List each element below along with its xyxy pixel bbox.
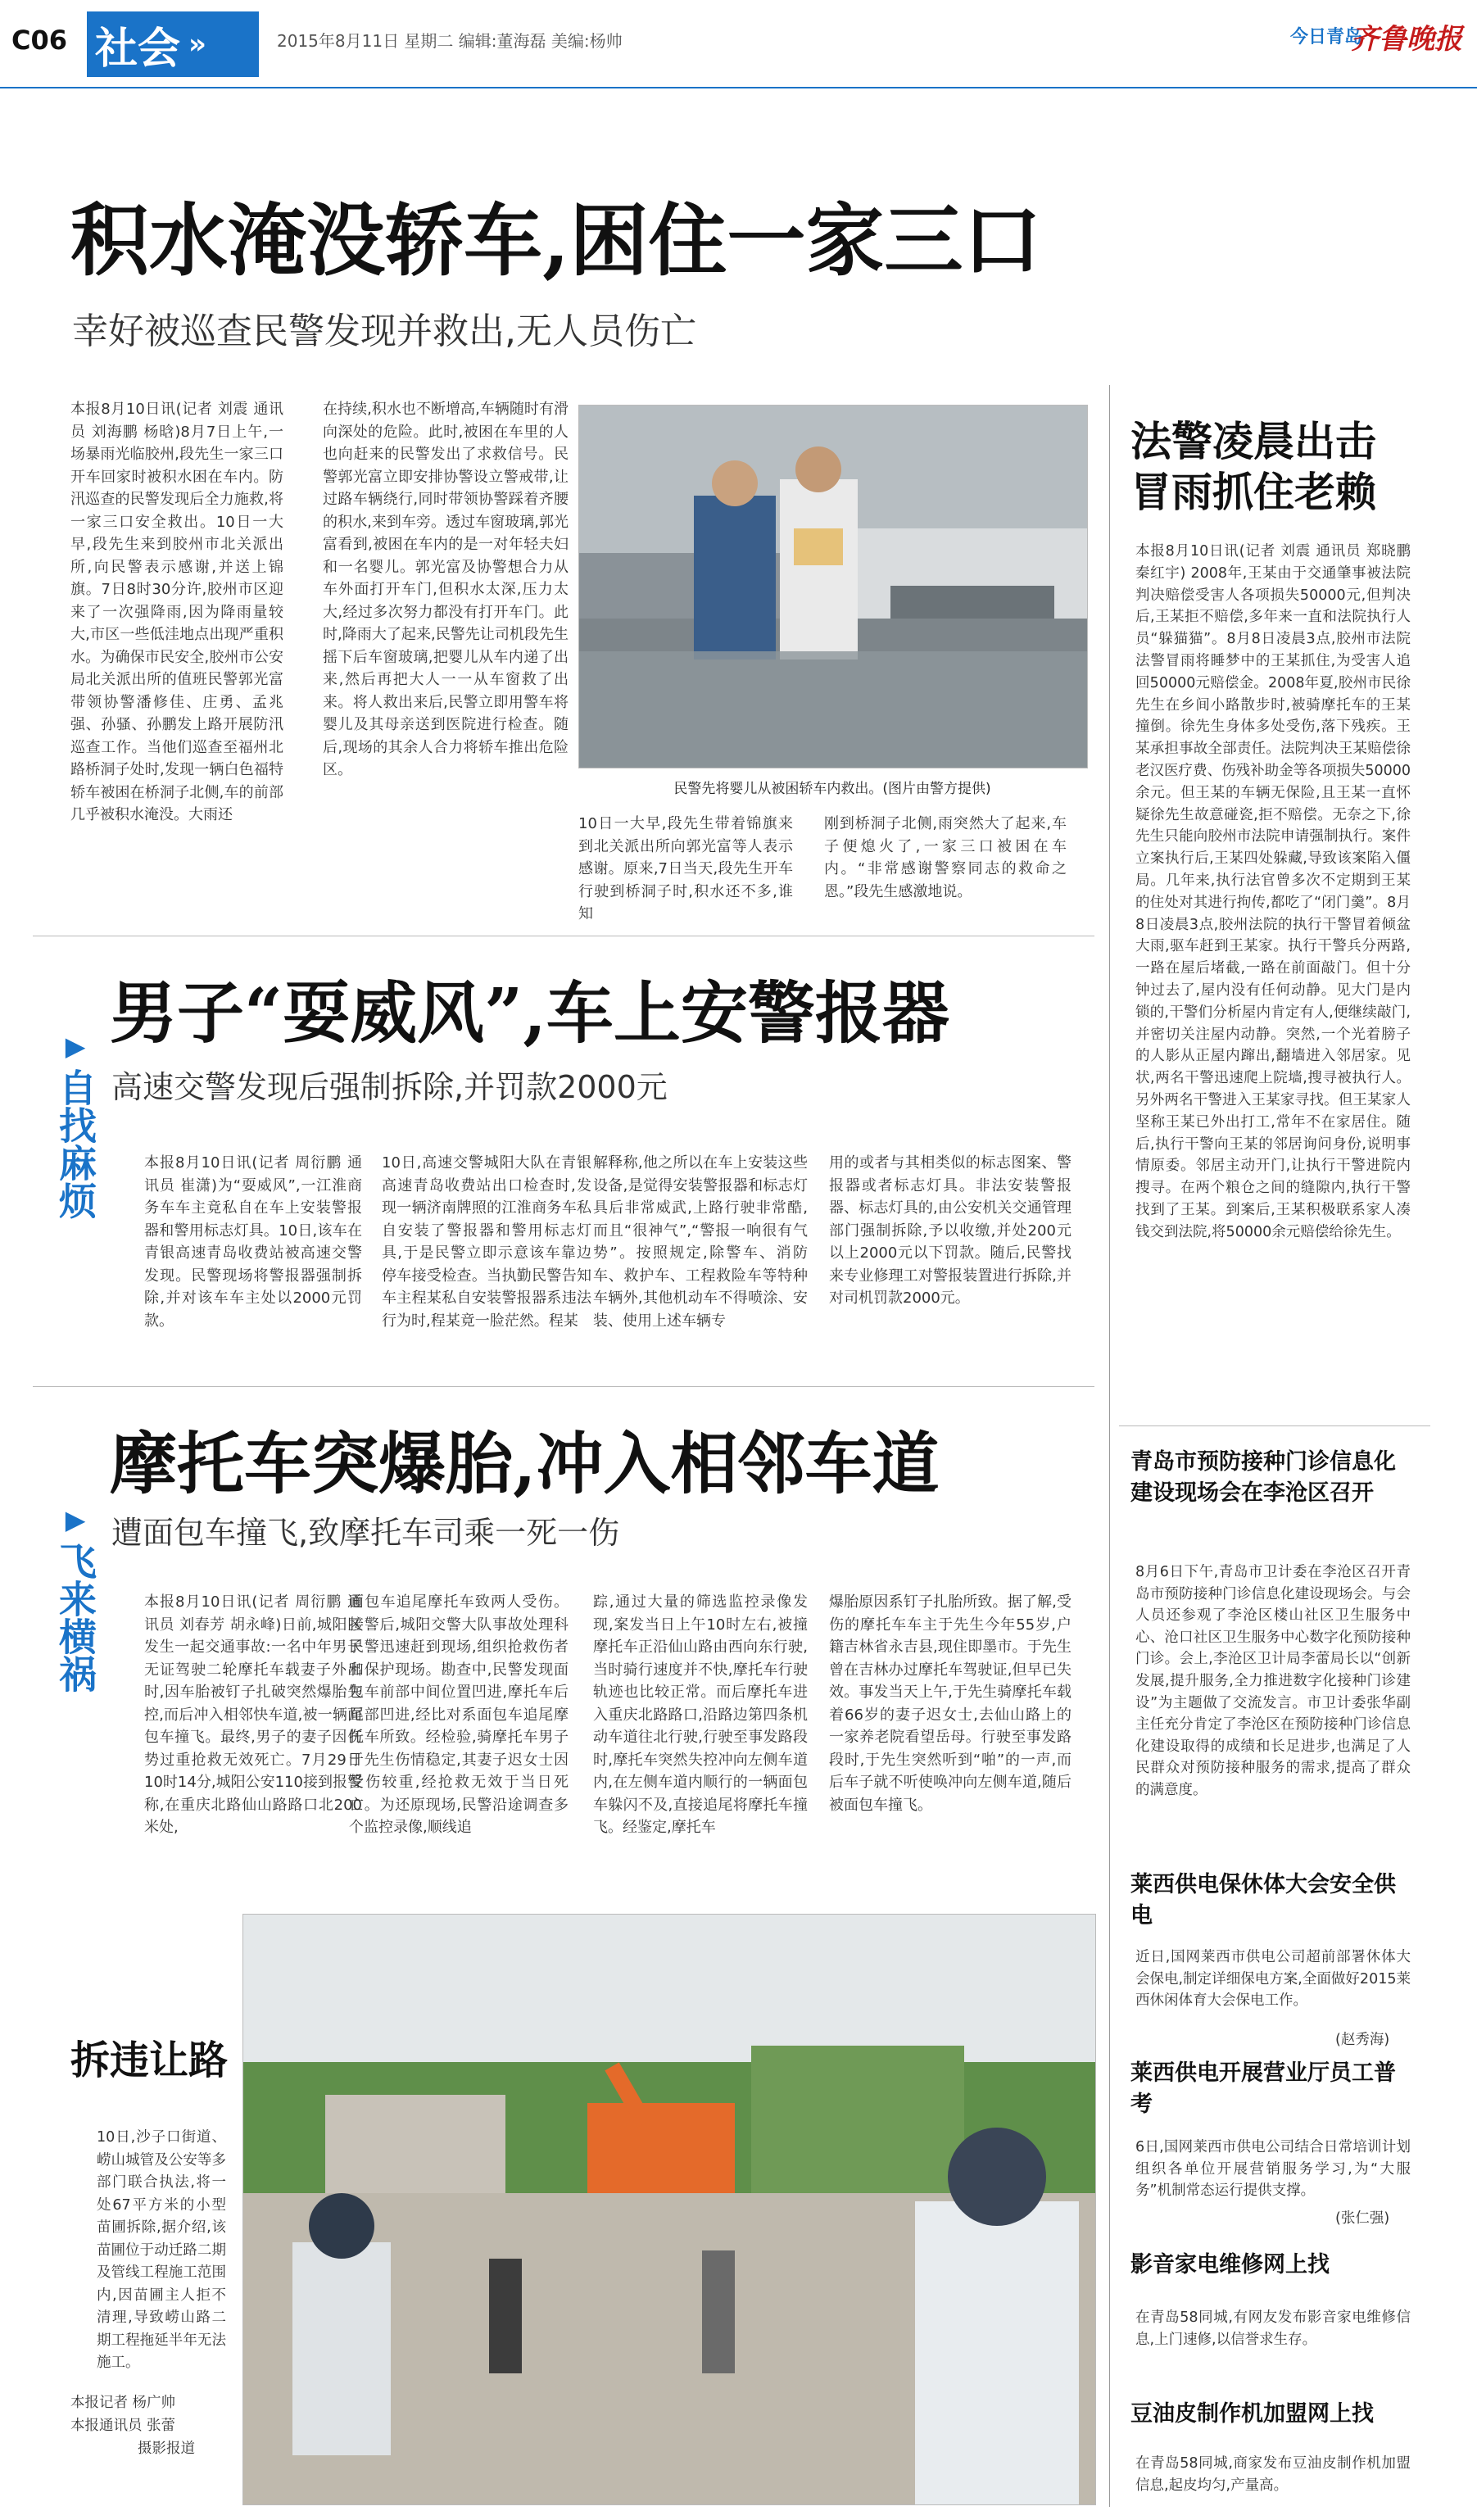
date-line: 2015年8月11日 星期二 编辑:董海磊 美编:杨帅 <box>277 31 623 51</box>
brief-3-credit: (张仁强) <box>1335 2210 1390 2227</box>
story3-headline: 摩托车突爆胎,冲入相邻车道 <box>110 1425 940 1503</box>
story3-col3: 踪,通过大量的筛选监控录像发现,案发当日上午10时左右,被撞摩托车正沿仙山路由西向东行驶,当时骑行速度并不快,摩托车行驶轨迹也比较正常。而后摩托车进入重庆北路路口,沿路边第四条机动车道往北行驶,行驶至事发路段时,摩托车突然失控冲向左侧车道内,在左侧车道内顺行的一辆面包车躲闪不及,直接追尾将摩托车撞飞。经鉴定,摩托车 <box>593 1593 808 1836</box>
section-right-label: 今日青岛 <box>1289 27 1362 48</box>
brief-2-credit: (赵秀海) <box>1335 2032 1390 2048</box>
story1-subhead: 幸好被巡查民警发现并救出,无人员伤亡 <box>72 310 696 352</box>
story3-col2: 面包车追尾摩托车致两人受伤。接警后,城阳交警大队事故处理科民警迅速赶到现场,组织抢救伤者和保护现场。勘查中,民警发现面包车前部中间位置凹进,摩托车后尾部凹进,经比对系面包车追尾摩托车所致。经检验,骑摩托车男子于先生伤情稳定,其妻子迟女士因受伤较重,经抢救无效于当日死亡。为还原现场,民警沿途调查多个监控录像,顺线追 <box>349 1593 569 1836</box>
demolition-photo-illustration <box>243 1915 1095 2504</box>
chevron-right-icon: » <box>188 28 206 61</box>
brief-3-body: 6日,国网莱西市供电公司结合日常培训计划组织各单位开展营销服务学习,为“大服务”机制常态运行提供支撑。 <box>1135 2139 1411 2200</box>
story2-side-label-text: 自找麻烦 <box>53 1068 97 1219</box>
brief-5-body: 在青岛58同城,商家发布豆油皮制作机加盟信息,起皮均匀,产量高。 <box>1135 2455 1411 2494</box>
brief-5-headline: 豆油皮制作机加盟网上找 <box>1130 2401 1374 2427</box>
brief-4-body: 在青岛58同城,有网友发布影音家电维修信息,上门速修,以信誉求生存。 <box>1135 2309 1411 2348</box>
brief-3 <box>1130 2058 1409 2120</box>
story3-side-label <box>51 1498 100 1702</box>
photo-story-credit-1: 本报记者 杨广帅 <box>70 2395 176 2411</box>
brief-3-headline: 莱西供电开展营业厅员工普考 <box>1130 2060 1396 2117</box>
section-tag <box>87 11 259 77</box>
story2-col3: 解释称,他之所以在车上安装这些设备,是觉得安装警报器和标志灯具后非常威武,上路行驶非常酷,而且“很神气”,“警报一响很有气势”。按照规定,除警车、消防车、救护车、工程救险车等特种车辆外,其他机动车不得喷涂、安装、使用上述车辆专 <box>593 1154 808 1330</box>
story2-headline: 男子“耍威风”,车上安警报器 <box>110 974 949 1053</box>
story1-col2: 在持续,积水也不断增高,车辆随时有滑向深处的危险。此时,被困在车里的人也向赶来的民警发出了求救信号。民警郭光富立即安排协警设立警戒带,让过路车辆绕行,同时带领协警踩着齐腰的积水,来到车旁。透过车窗玻璃,郭光富看到,被困在车内的是一对年轻夫妇和一名婴儿。郭光富及协警想合力从车外面打开车门,但积水太深,压力太大,经过多次努力都没有打开车门。此时,降雨大了起来,民警先让司机段先生摇下后车窗玻璃,把婴儿从车内递了出来,然后再把大人一一从车窗救了出来。将人救出来后,民警立即用警车将婴儿及其母亲送到医院进行检查。随后,现场的其余人合力将轿车推出危险区。 <box>323 401 569 778</box>
story2-col4: 用的或者与其相类似的标志图案、警报器或者标志灯具。非法安装警报器、标志灯具的,由公安机关交通管理部门强制拆除,予以收缴,并处200元以上2000元以下罚款。随后,民警找来专业修理工对警报装置进行拆除,并对司机罚款2000元。 <box>829 1154 1072 1307</box>
brief-5 <box>1130 2399 1458 2430</box>
brief-4-headline: 影音家电维修网上找 <box>1130 2252 1330 2278</box>
brief-4 <box>1130 2250 1442 2281</box>
story2-col1: 本报8月10日讯(记者 周衍鹏 通讯员 崔潇)为“耍威风”,一江淮商务车车主竟私自在车上安装警报器和警用标志灯具。10日,该车在青银高速青岛收费站被高速交警发现。民警现场将警报器强制拆除,并对该车车主处以2000元罚款。 <box>144 1154 362 1330</box>
story1-photo <box>578 405 1088 768</box>
rescue-photo-illustration <box>579 406 1087 768</box>
brief-2 <box>1130 1870 1409 1932</box>
page-number: C06 <box>11 25 68 56</box>
divider <box>33 1386 1094 1387</box>
right-story1-headline-line2: 冒雨抓住老赖 <box>1130 468 1376 516</box>
photo-story-text: 10日,沙子口街道、崂山城管及公安等多部门联合执法,将一处67平方米的小型苗圃拆除,据介绍,该苗圃位于动迁路二期及管线工程施工范围内,因苗圃主人拒不清理,导致崂山路二期工程拖延半年无法施工。 <box>97 2129 226 2371</box>
divider <box>1119 1425 1430 1426</box>
brief-2-headline: 莱西供电保休体大会安全供电 <box>1130 1872 1396 1929</box>
story2-subhead: 高速交警发现后强制拆除,并罚款2000元 <box>111 1069 668 1105</box>
story1-headline: 积水淹没轿车,困住一家三口 <box>70 194 1042 287</box>
photo-story-credit-2: 本报通讯员 张蕾 <box>70 2418 176 2434</box>
column-divider <box>1109 385 1110 2507</box>
brief-1 <box>1130 1447 1409 1509</box>
paper-logo: 齐鲁晚报 <box>1351 23 1462 56</box>
brief-1-headline: 青岛市预防接种门诊信息化建设现场会在李沧区召开 <box>1130 1449 1396 1506</box>
right-story1-headline <box>1130 416 1376 518</box>
photo-story-credit-3: 摄影报道 <box>138 2441 195 2457</box>
right-story1-body: 本报8月10日讯(记者 刘震 通讯员 郑晓鹏 秦红宇) 2008年,王某由于交通肇事被法院判决赔偿受害人各项损失50000元,但判决后,王某拒不赔偿,多年来一直和法院执行人员“躲猫猫”。8月8日凌晨3点,胶州市法院法警冒雨将睡梦中的王某抓住,为受害人追回50000元赔偿金。2008年夏,胶州市民徐先生在乡间小路散步时,被骑摩托车的王某撞倒。徐先生身体多处受伤,落下残疾。王某承担事故全部责任。法院判决王某赔偿徐老汉医疗费、伤残补助金等各项损失50000余元。但王某的车辆无保险,且王某一直怀疑徐先生故意碰瓷,拒不赔偿。无奈之下,徐先生只能向胶州市法院申请强制执行。案件立案执行后,王某四处躲藏,导致该案陷入僵局。几年来,执行法官曾多次不定期到王某的住处对其进行拘传,都吃了“闭门羹”。8月8日凌晨3点,胶州法院的执行干警冒着倾盆大雨,驱车赶到王某家。执行干警兵分两路,一路在屋后堵截,一路在前面敲门。但十分钟过去了,屋内没有任何动静。见大门是内锁的,干警们分析屋内肯定有人,便继续敲门,并密切关注屋内动静。突然,一个光着膀子的人影从正屋内蹿出,翻墙进入邻居家。见状,两名干警迅速爬上院墙,搜寻被执行人。另外两名干警进入王某家寻找。但王某家人坚称王某已外出打工,常年不在家居住。随后,执行干警向王某的邻居询问身份,说明事情原委。邻居主动开门,让执行干警进院内搜寻。在两个粮仓之间的缝隙内,执行干警找到了王某。到案后,王某积极联系家人凑钱交到法院,将50000余元赔偿给徐先生。 <box>1135 543 1411 1240</box>
photo-story-title: 拆违让路 <box>70 2037 229 2083</box>
right-story1-headline-line1: 法警凌晨出击 <box>1130 417 1376 465</box>
demolition-photo <box>242 1914 1096 2505</box>
triangle-right-icon: ▶ <box>65 1504 86 1535</box>
story1-col4: 刚到桥洞子北侧,雨突然大了起来,车子便熄火了,一家三口被困在车内。“非常感谢警察同志的救命之恩。”段先生感激地说。 <box>824 815 1067 900</box>
masthead-rule <box>0 87 1477 88</box>
story2-col2: 10日,高速交警城阳大队在青银高速青岛收费站出口检查时,发现一辆济南牌照的江淮商务车私自安装了警报器和警用标志灯具,于是民警立即示意该车靠边停车接受检查。当执勤民警告知车主程某私自安装警报器系违法行为时,程某竟一脸茫然。程某 <box>382 1154 591 1330</box>
story3-col4: 爆胎原因系钉子扎胎所致。据了解,受伤的摩托车车主于先生今年55岁,户籍吉林省永吉县,现住即墨市。于先生曾在吉林办过摩托车驾驶证,但早已失效。事发当天上午,于先生骑摩托车载着66岁的妻子迟女士,去仙山路上的一家养老院看望岳母。行驶至事发路段时,于先生突然听到“啪”的一声,而后车子就不听使唤冲向左侧车道,随后被面包车撞飞。 <box>829 1593 1072 1814</box>
story2-side-label <box>51 1024 100 1228</box>
story1-photo-caption: 民警先将婴儿从被困轿车内救出。(图片由警方提供) <box>673 781 991 797</box>
story3-side-label-text: 飞来横祸 <box>53 1542 97 1693</box>
story3-col1: 本报8月10日讯(记者 周衍鹏 通讯员 刘春芳 胡永峰)日前,城阳区发生一起交通事故:一名中年男子无证驾驶二轮摩托车载妻子外出时,因车胎被钉子扎破突然爆胎失控,而后冲入相邻快车道,被一辆面包车撞飞。最终,男子的妻子因伤势过重抢救无效死亡。7月29日10时14分,城阳公安110接到报警称,在重庆北路仙山路路口北200米处, <box>144 1593 362 1836</box>
story1-col3: 10日一大早,段先生带着锦旗来到北关派出所向郭光富等人表示感谢。原来,7日当天,段先生开车行驶到桥洞子时,积水还不多,谁知 <box>578 815 793 922</box>
brief-2-body: 近日,国网莱西市供电公司超前部署休体大会保电,制定详细保电方案,全面做好2015莱西休闲体育大会保电工作。 <box>1135 1949 1411 2010</box>
story3-subhead: 遭面包车撞飞,致摩托车司乘一死一伤 <box>111 1515 620 1551</box>
section-label: 社会 <box>95 24 181 74</box>
masthead <box>0 0 1477 98</box>
brief-1-body: 8月6日下午,青岛市卫计委在李沧区召开青岛市预防接种门诊信息化建设现场会。与会人员还参观了李沧区楼山社区卫生服务中心、沧口社区卫生服务中心数字化预防接种门诊。会上,李沧区卫计局李蕾局长以“创新发展,提升服务,全力推进数字化接种门诊建设”为主题做了交流发言。市卫计委张华副主任充分肯定了李沧区在预防接种门诊信息化建设取得的成绩和长足进步,也满足了人民群众对预防接种服务的需求,提高了群众的满意度。 <box>1135 1564 1411 1798</box>
triangle-right-icon: ▶ <box>65 1031 86 1062</box>
story1-col1: 本报8月10日讯(记者 刘震 通讯员 刘海鹏 杨晗)8月7日上午,一场暴雨光临胶州,段先生一家三口开车回家时被积水困在车内。防汛巡查的民警发现后全力施救,将一家三口安全救出。10日一大早,段先生来到胶州市北关派出所,向民警表示感谢,并送上锦旗。7日8时30分许,胶州市区迎来了一次强降雨,因为降雨量较大,市区一些低洼地点出现严重积水。为确保市民安全,胶州市公安局北关派出所的值班民警郭光富带领协警潘修佳、庄勇、孟兆强、孙骚、孙鹏发上路开展防汛巡查工作。当他们巡查至福州北路桥洞子处时,发现一辆白色福特轿车被困在桥洞子北侧,车的前部几乎被积水淹没。大雨还 <box>70 401 283 823</box>
